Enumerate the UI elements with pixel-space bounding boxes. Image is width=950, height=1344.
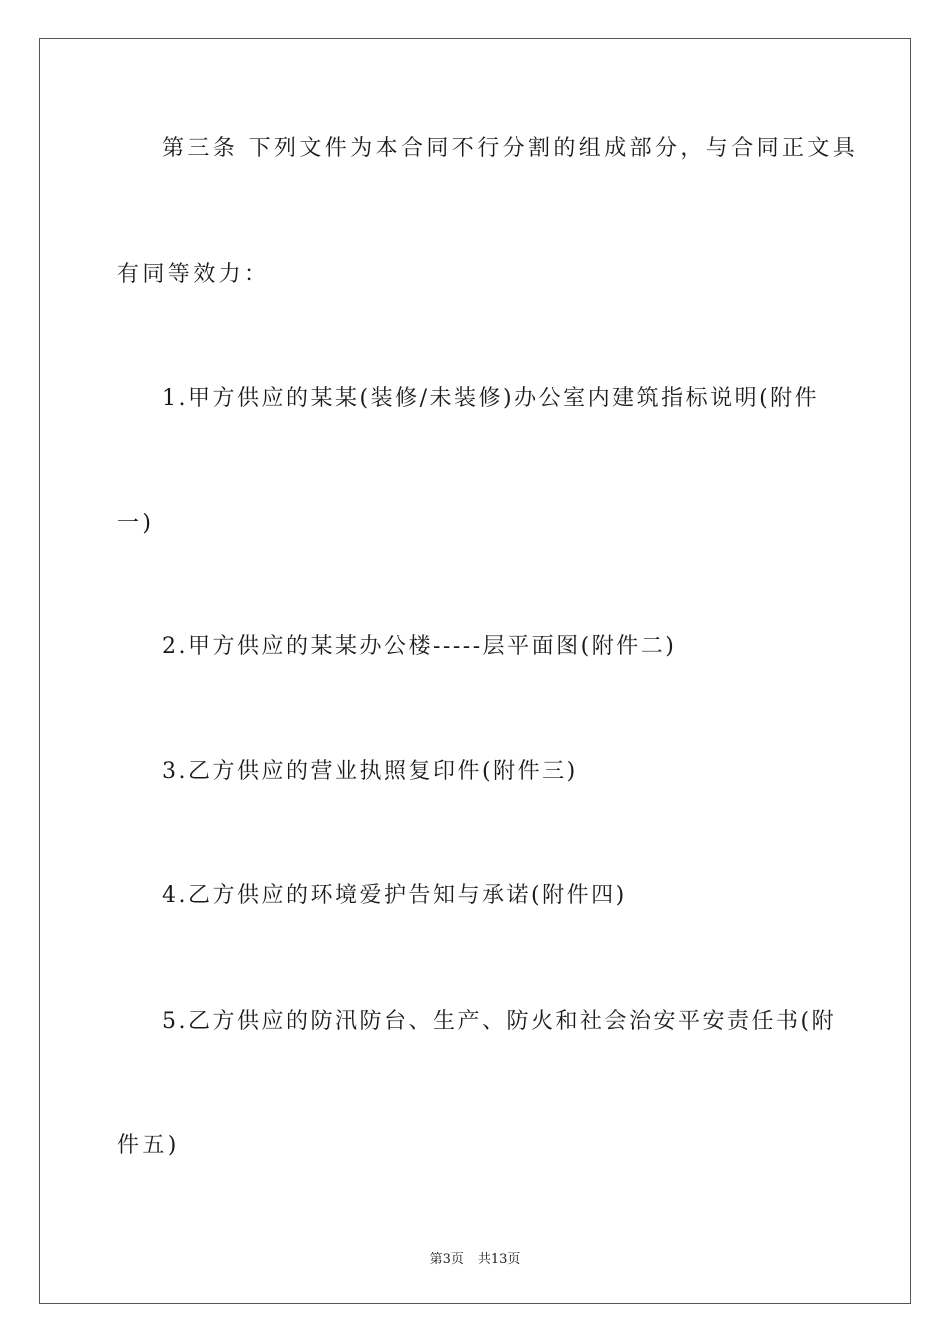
paragraph-article-3-line-1: 第三条 下列文件为本合同不行分割的组成部分，与合同正文具 xyxy=(162,136,859,161)
list-item-5-line-1: 5.乙方供应的防汛防台、生产、防火和社会治安平安责任书(附 xyxy=(162,1009,837,1034)
paragraph-article-3-line-2: 有同等效力： xyxy=(117,262,270,287)
list-item-1-line-1: 1.甲方供应的某某(装修/未装修)办公室内建筑指标说明(附件 xyxy=(162,386,820,411)
list-item-5-line-2: 件五) xyxy=(117,1133,180,1158)
list-item-4: 4.乙方供应的环境爱护告知与承诺(附件四) xyxy=(162,883,627,908)
page-border xyxy=(39,38,911,1304)
list-item-3: 3.乙方供应的营业执照复印件(附件三) xyxy=(162,759,578,784)
page-total: 共13页 xyxy=(477,1252,521,1267)
page-footer xyxy=(0,1248,950,1267)
list-item-2: 2.甲方供应的某某办公楼-----层平面图(附件二) xyxy=(162,634,677,659)
page-number: 第3页 xyxy=(429,1252,464,1267)
list-item-1-line-2: 一) xyxy=(117,511,155,536)
